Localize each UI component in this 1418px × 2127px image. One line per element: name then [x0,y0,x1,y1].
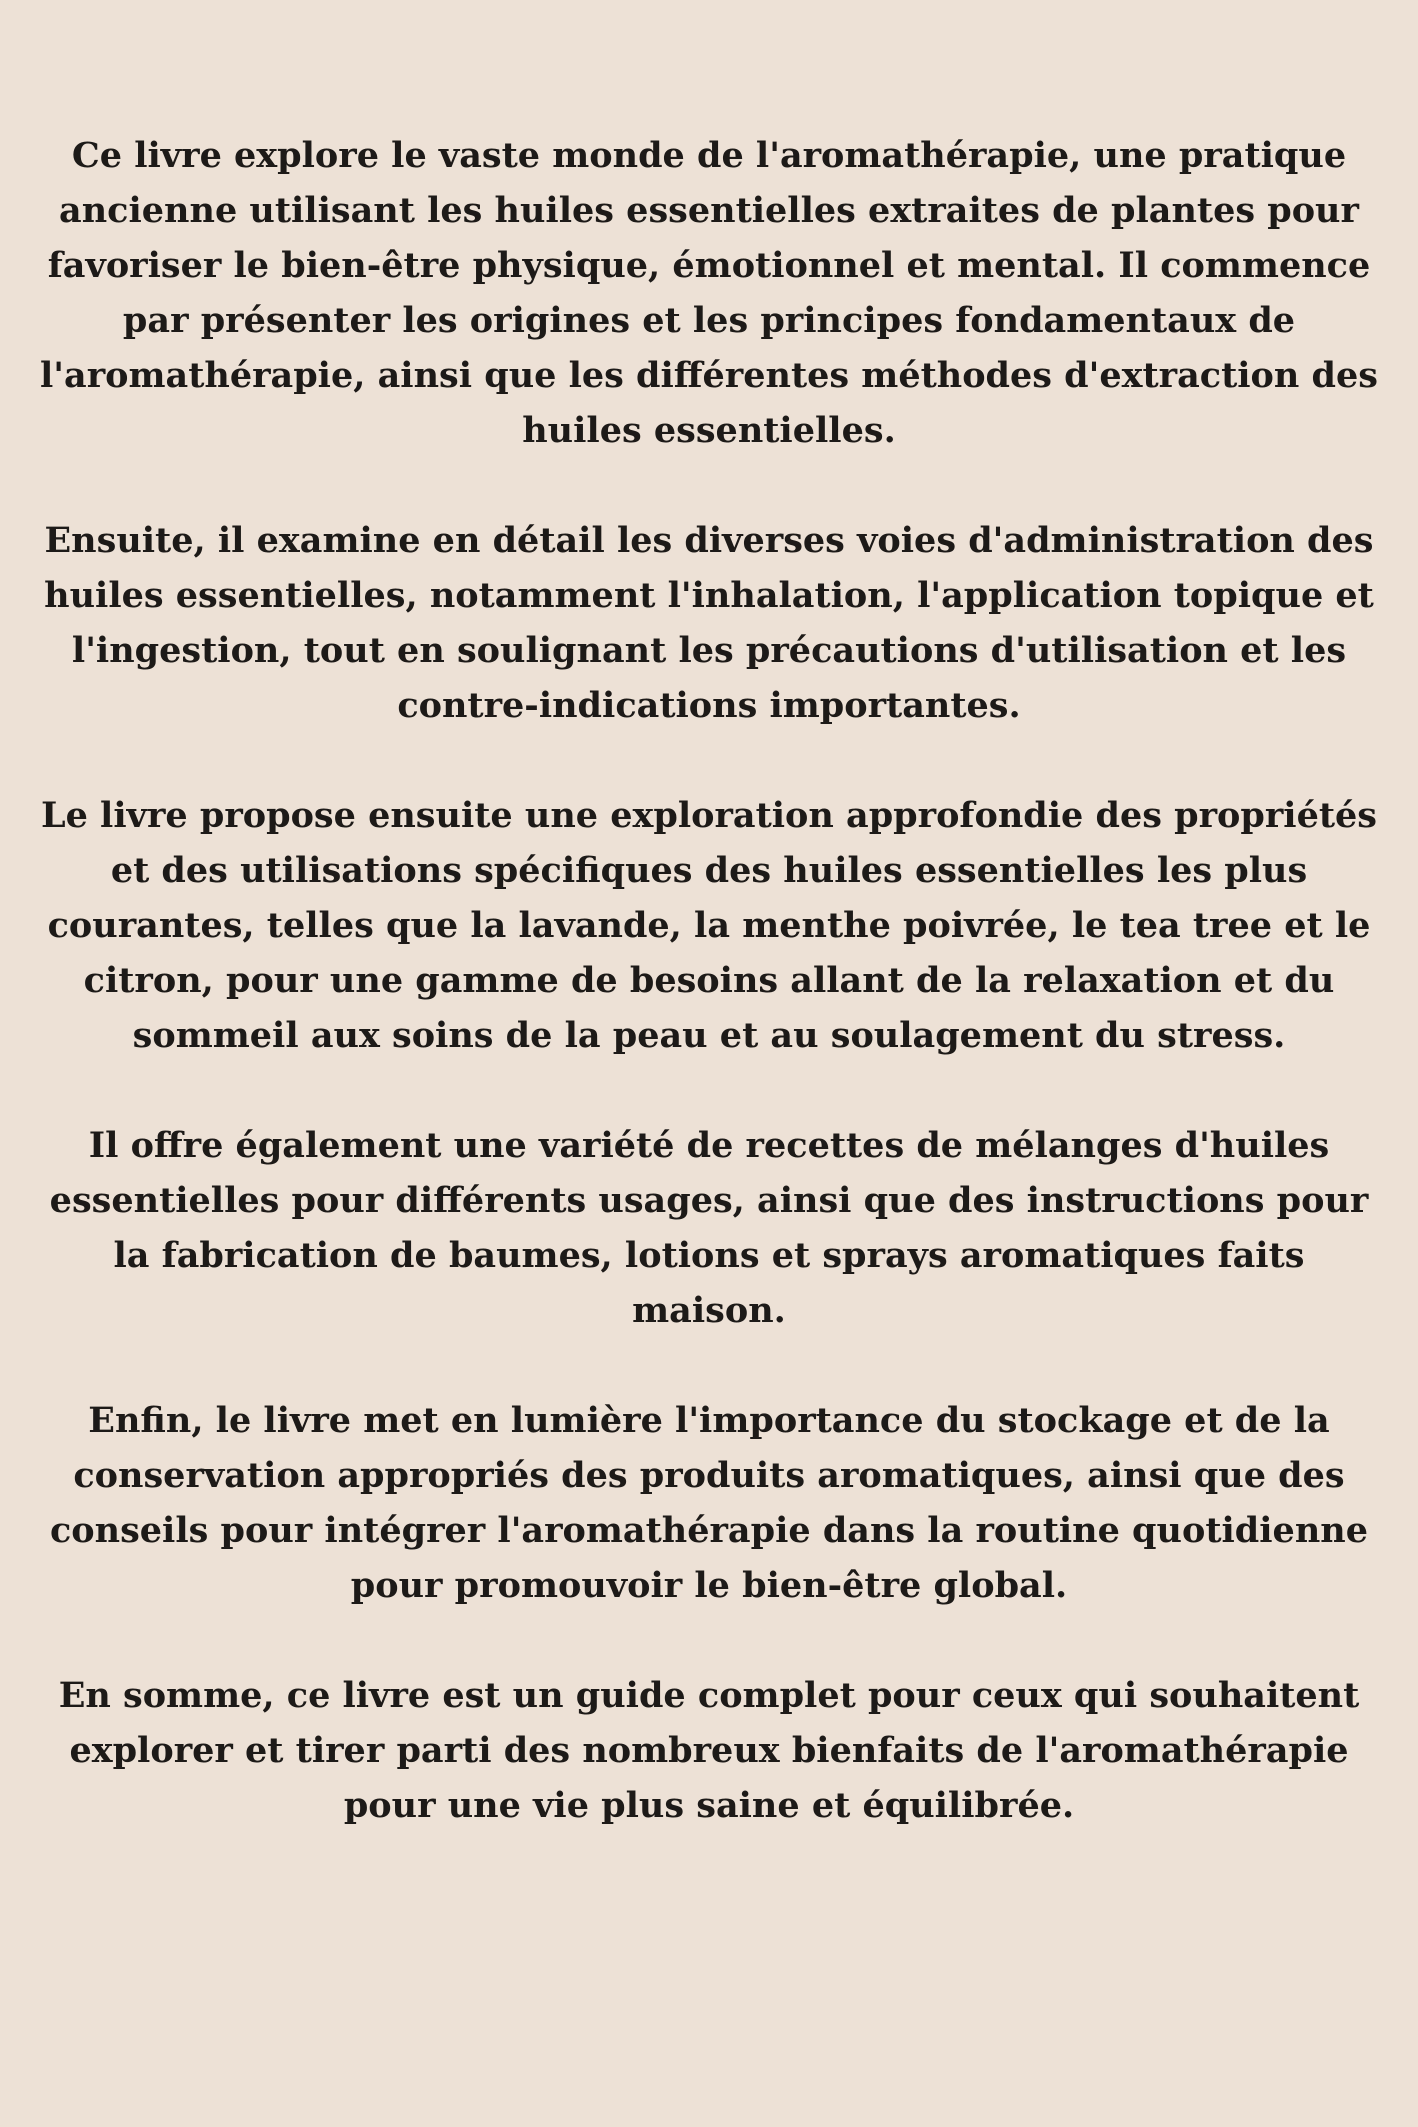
paragraph-essential-oils: Le livre propose ensuite une exploration approfondie des propriétés et des utilisations spécifiques des huiles essentielles les plus courantes, telles que la lavande, la menthe poivrée, le tea tree et le citron, pour une gamme de besoins allant de la relaxation et du sommeil aux soins de la peau et au soulagement du stress. [40,795,1378,1056]
paragraph-conclusion: En somme, ce livre est un guide complet pour ceux qui souhaitent explorer et tirer parti des nombreux bienfaits de l'aromathérapie pour une vie plus saine et équilibrée. [58,1675,1360,1826]
paragraph-administration: Ensuite, il examine en détail les diverses voies d'administration des huiles essentielles, notamment l'inhalation, l'application topique et l'ingestion, tout en soulignant les précautions d'utilisation et les contre-indications importantes. [44,520,1374,726]
paragraph-introduction: Ce livre explore le vaste monde de l'aromathérapie, une pratique ancienne utilisant les huiles essentielles extraites de plantes pour favoriser le bien-être physique, émotionnel et mental. Il commence par présenter les origines et les principes fondamentaux de l'aromathérapie, ainsi que les différentes méthodes d'extraction des huiles essentielles. [40,135,1378,451]
paragraph-storage: Enfin, le livre met en lumière l'importance du stockage et de la conservation appropriés des produits aromatiques, ainsi que des conseils pour intégrer l'aromathérapie dans la routine quotidienne pour promouvoir le bien-être global. [49,1400,1368,1606]
paragraph-recipes: Il offre également une variété de recettes de mélanges d'huiles essentielles pour différents usages, ainsi que des instructions pour la fabrication de baumes, lotions et sprays aromatiques faits maison. [49,1125,1369,1331]
book-description [36,128,1382,1833]
